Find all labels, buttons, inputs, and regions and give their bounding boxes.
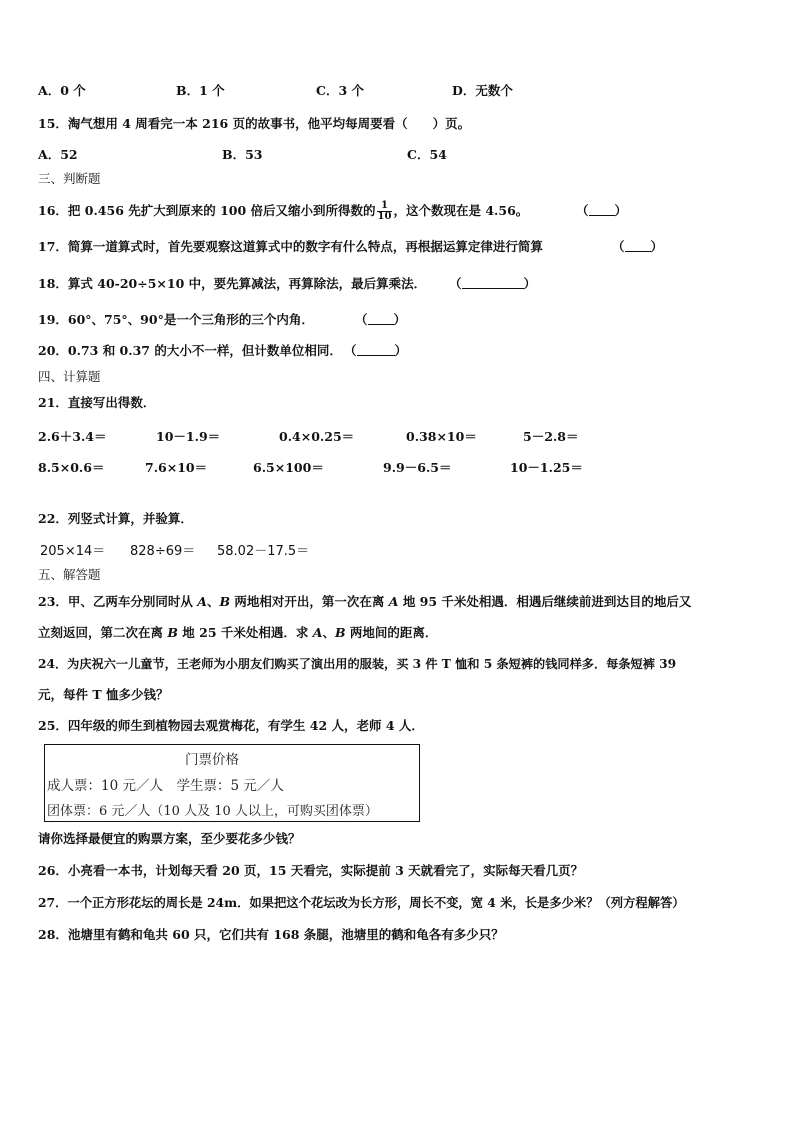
section-heading-calculation: 四、计算题	[38, 369, 101, 384]
q23-part: 地 25 千米处相遇．求	[177, 625, 313, 640]
q23-part: 两地间的距离．	[345, 625, 438, 640]
section-heading-word-problems: 五、解答题	[38, 567, 101, 582]
q21-item: 10－1.9＝	[156, 429, 221, 444]
q21-item: 0.38×10＝	[406, 429, 477, 444]
q23-part: 地 95 千米处相遇．相遇后继续前进到达目的地后又	[398, 594, 692, 609]
q21-item: 6.5×100＝	[253, 460, 324, 475]
q16-pre: 16．把 0.456 先扩大到原来的 100 倍后又缩小到所得数的	[38, 203, 376, 218]
q16-fraction-denominator: 10	[377, 211, 392, 222]
q18-text: 18．算式 40-20÷5×10 中，要先算减法，再算除法，最后算乘法．	[38, 276, 427, 291]
q16-post: ，这个数现在是 4.56。	[393, 203, 529, 218]
q16-fraction	[377, 201, 393, 222]
q17-answer-bracket[interactable]	[612, 238, 663, 256]
q16-answer-bracket[interactable]	[576, 202, 627, 220]
ticket-table-title: 门票价格	[185, 752, 239, 768]
q21-item: 2.6＋3.4＝	[38, 429, 107, 444]
q14-option-d: D．无数个	[452, 83, 513, 98]
q26-text: 26．小亮看一本书，计划每天看 20 页，15 天看完，实际提前 3 天就看完了，实际每天看几页？	[38, 863, 584, 878]
q21-item: 0.4×0.25＝	[279, 429, 355, 444]
q17-text: 17．简算一道算式时，首先要观察这道算式中的数字有什么特点，再根据运算定律进行简算	[38, 239, 543, 254]
q28-text: 28．池塘里有鹤和龟共 60 只，它们共有 168 条腿，池塘里的鹤和龟各有多少只？	[38, 927, 504, 942]
q22-item: 205×14＝	[40, 544, 106, 559]
q23-part: 、	[322, 625, 335, 640]
q23-part: 立刻返回，第二次在离	[38, 625, 168, 640]
q23-part: 两地相对开出，第一次在离	[230, 594, 389, 609]
q27-text: 27．一个正方形花坛的周长是 24m．如果把这个花坛改为长方形，周长不变，宽 4 米，长是多少米？（列方程解答）	[38, 895, 685, 910]
bracket-right: ）	[394, 343, 408, 358]
q21-item: 5－2.8＝	[523, 429, 579, 444]
q18-answer-bracket[interactable]	[449, 275, 536, 293]
point-b-label: B	[167, 625, 178, 640]
q15-option-b: B．53	[222, 147, 263, 162]
point-b-label: B	[334, 625, 346, 640]
point-a-label: A	[312, 625, 323, 640]
q21-item: 10－1.25＝	[510, 460, 583, 475]
answer-blank[interactable]	[462, 276, 524, 289]
q16-text	[38, 200, 528, 222]
bracket-right: ）	[650, 239, 664, 254]
q25-text: 25．四年级的师生到植物园去观赏梅花，有学生 42 人，老师 4 人．	[38, 718, 424, 733]
bracket-left: （	[344, 343, 357, 358]
bracket-left: （	[576, 203, 589, 218]
ticket-price-table	[44, 744, 420, 822]
section-heading-judgement: 三、判断题	[38, 171, 101, 186]
q21-item: 9.9－6.5＝	[383, 460, 452, 475]
point-a-label: A	[388, 594, 399, 609]
q15-option-a: A．52	[38, 147, 78, 162]
q14-option-c: C．3 个	[316, 83, 364, 98]
q21-item: 7.6×10＝	[145, 460, 208, 475]
point-b-label: B	[219, 594, 231, 609]
q21-item: 8.5×0.6＝	[38, 460, 105, 475]
bracket-left: （	[449, 276, 462, 291]
ticket-table-row-group: 团体票：6 元／人（10 人及 10 人以上，可购买团体票）	[47, 804, 378, 819]
ticket-table-row-adult-student: 成人票：10 元／人 学生票：5 元／人	[47, 778, 284, 794]
bracket-right: ）	[393, 312, 407, 327]
q25-question: 请你选择最便宜的购票方案，至少要花多少钱？	[38, 831, 301, 846]
answer-blank[interactable]	[357, 343, 395, 356]
answer-blank[interactable]	[368, 312, 394, 325]
q23-part: 23．甲、乙两车分别同时从	[38, 594, 198, 609]
q20-text: 20．0.73 和 0.37 的大小不一样，但计数单位相同．	[38, 343, 342, 358]
answer-blank[interactable]	[589, 203, 615, 216]
q22-text: 22．列竖式计算，并验算．	[38, 511, 193, 526]
q20-answer-bracket[interactable]	[344, 342, 407, 360]
q16-fraction-numerator: 1	[377, 201, 393, 212]
q15-text: 15．淘气想用 4 周看完一本 216 页的故事书，他平均每周要看（ ）页。	[38, 116, 471, 131]
q23-line2	[38, 624, 437, 642]
q22-item: 828÷69＝	[130, 544, 196, 559]
bracket-left: （	[612, 239, 625, 254]
q19-answer-bracket[interactable]	[355, 311, 406, 329]
answer-blank[interactable]	[625, 239, 651, 252]
q19-text: 19．60°、75°、90°是一个三角形的三个内角．	[38, 312, 314, 327]
bracket-right: ）	[523, 276, 537, 291]
q14-option-b: B．1 个	[176, 83, 225, 98]
q24-line1: 24．为庆祝六一儿童节，王老师为小朋友们购买了演出用的服装，买 3 件 T 恤和 5 条短裤的钱同样多．每条短裤 39	[38, 657, 677, 671]
q23-part: 、	[206, 594, 220, 609]
q24-line2: 元，每件 T 恤多少钱？	[38, 687, 169, 702]
bracket-left: （	[355, 312, 368, 327]
q22-item: 58.02－17.5＝	[217, 544, 310, 559]
q21-text: 21．直接写出得数．	[38, 395, 156, 410]
q23-line1	[38, 593, 691, 611]
q14-option-a: A．0 个	[38, 83, 86, 98]
point-a-label: A	[197, 594, 207, 609]
q15-option-c: C．54	[407, 147, 447, 162]
bracket-right: ）	[614, 203, 628, 218]
